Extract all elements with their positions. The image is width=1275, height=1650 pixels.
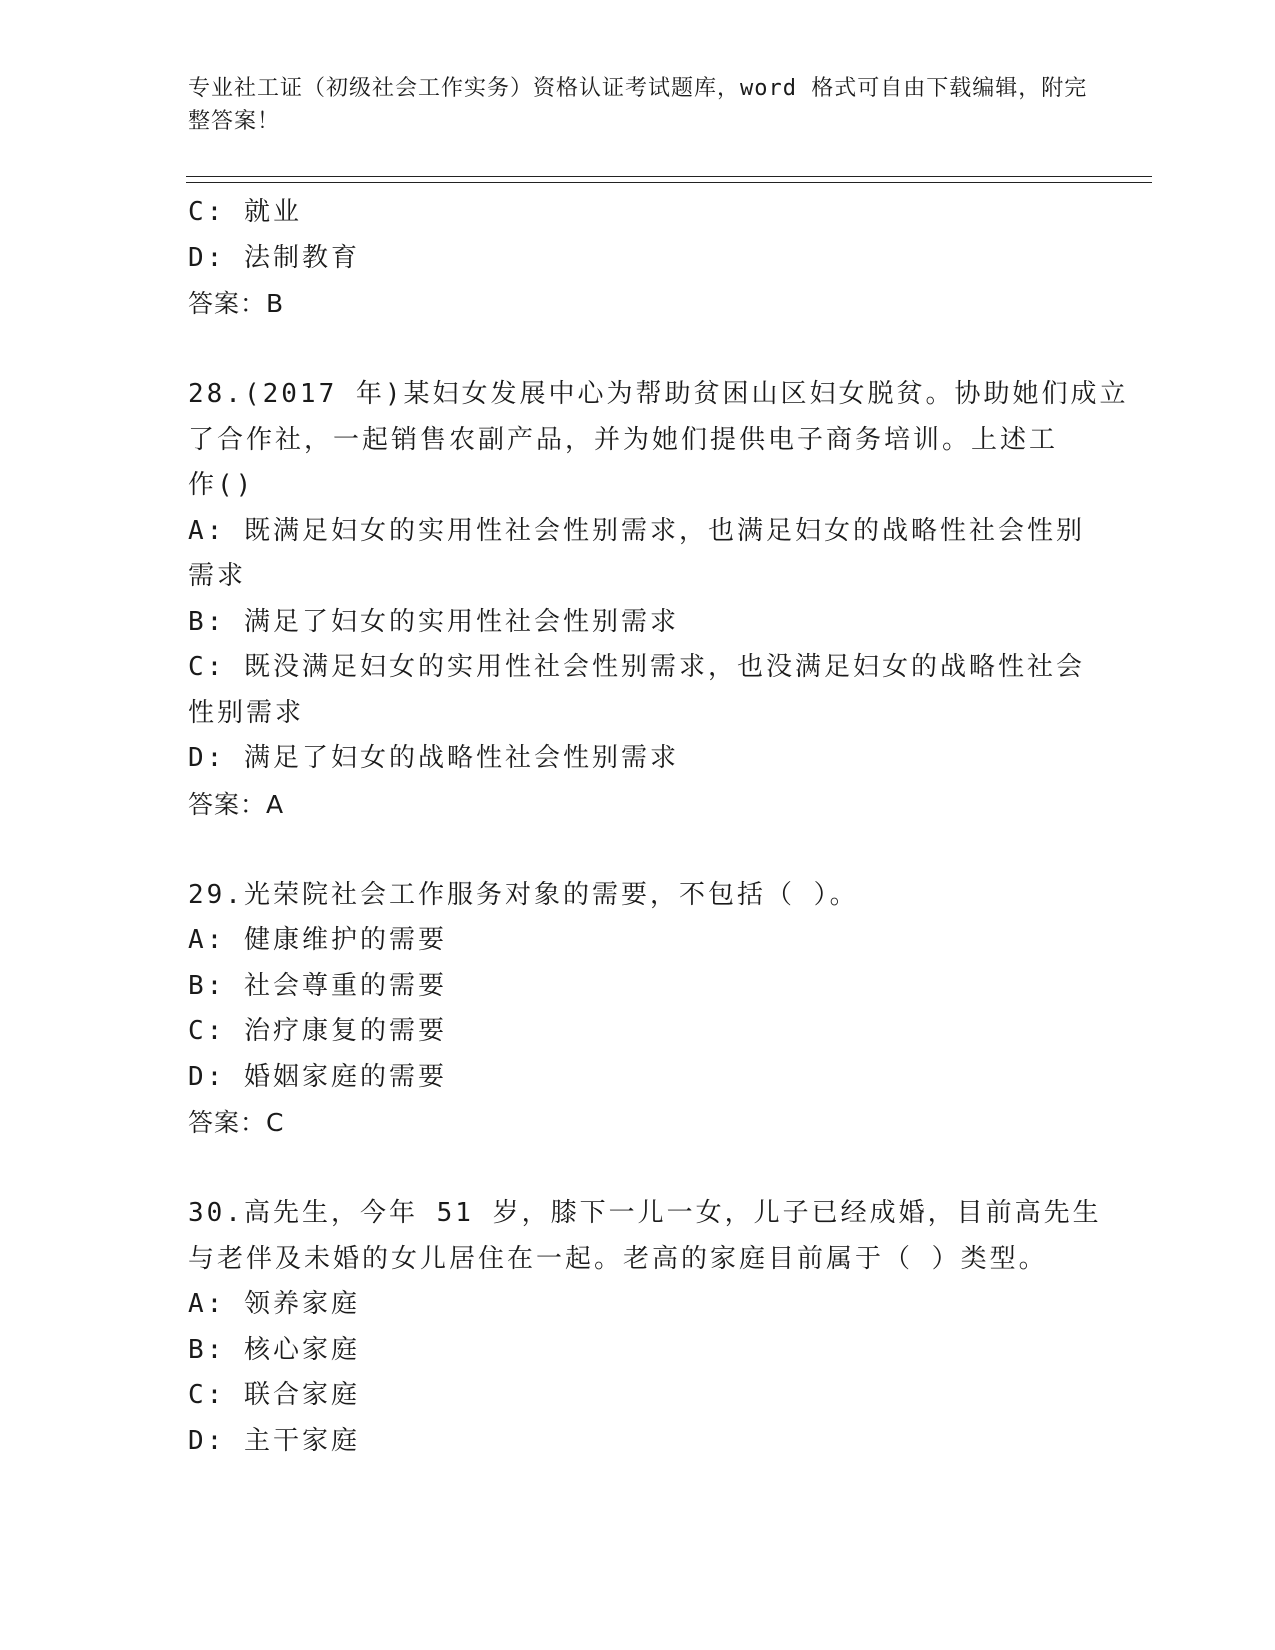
answer-label: 答案：A: [188, 789, 285, 819]
option-d: D: 主干家庭: [188, 1425, 360, 1456]
spacer: [188, 1146, 1088, 1192]
spacer: [188, 827, 1088, 873]
question-stem: 30.高先生，今年 51 岁，膝下一儿一女，儿子已经成婚，目前高先生: [188, 1198, 1102, 1228]
header-title: 专业社工证（初级社会工作实务）资格认证考试题库，word 格式可自由下载编辑，附完整答案！: [188, 76, 1088, 134]
header-divider-double: [186, 182, 1152, 183]
option-d: D: 满足了妇女的战略性社会性别需求: [188, 743, 679, 773]
document-header: [188, 72, 1088, 138]
option-b: B: 核心家庭: [188, 1334, 360, 1365]
option-d: D: 法制教育: [188, 242, 360, 273]
header-divider: [186, 176, 1152, 177]
option-c: C: 联合家庭: [188, 1380, 360, 1410]
option-d: D: 婚姻家庭的需要: [188, 1061, 447, 1092]
question-28: [188, 372, 1129, 827]
question-stem: 了合作社，一起销售农副产品，并为她们提供电子商务培训。上述工: [188, 424, 1059, 455]
question-stem: 29.光荣院社会工作服务对象的需要，不包括（ ）。: [188, 879, 859, 910]
question-stem: 与老伴及未婚的女儿居住在一起。老高的家庭目前属于（ ）类型。: [188, 1243, 1048, 1274]
question-29: [188, 873, 1088, 1146]
option-c: 性别需求: [188, 697, 305, 728]
answer-label: 答案：C: [188, 1108, 285, 1137]
option-b: B: 满足了妇女的实用性社会性别需求: [188, 606, 679, 637]
answer-label: 答案：B: [188, 289, 285, 318]
option-a: A: 领养家庭: [188, 1289, 360, 1319]
option-a: A: 健康维护的需要: [188, 925, 447, 955]
question-stem: 作(): [188, 470, 255, 500]
option-c: C: 既没满足妇女的实用性社会性别需求，也没满足妇女的战略性社会: [188, 652, 1085, 682]
document-body: [188, 190, 1129, 1464]
previous-question-tail: [188, 190, 1088, 327]
question-stem: 28.(2017 年)某妇女发展中心为帮助贫困山区妇女脱贫。协助她们成立: [188, 379, 1129, 409]
option-a: A: 既满足妇女的实用性社会性别需求，也满足妇女的战略性社会性别: [188, 515, 1085, 546]
spacer: [188, 327, 1088, 373]
question-30: [188, 1191, 1102, 1464]
option-b: B: 社会尊重的需要: [188, 970, 447, 1001]
option-c: C: 治疗康复的需要: [188, 1016, 447, 1046]
option-c: C: 就业: [188, 197, 302, 227]
option-a: 需求: [188, 561, 247, 591]
